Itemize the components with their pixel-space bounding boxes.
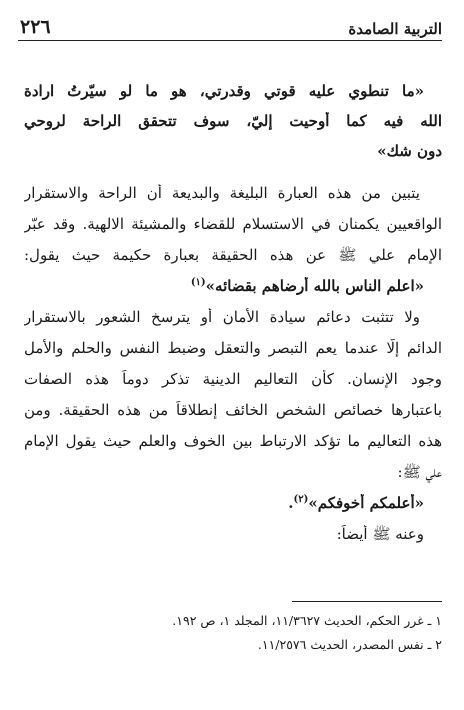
paragraph-line: هذه التعاليم ما تؤكد الارتباط بين الخوف والعلم حيث يقول الإمام [24,432,442,450]
paragraph-line: يتبين من هذه العبارة البليغة والبديعة أن الراحة والاستقرار [24,184,420,202]
quote-line: «ما تنطوي عليه قوتي وقدرتي، هو ما لو سيّرتُ ارادة [24,82,424,100]
page-header [20,12,442,38]
paragraph-line: وجود الإنسان. كأن التعاليم الدينية تذكر دوماً هذه الصفات [24,370,442,388]
hadith-quote-line [24,494,442,525]
body-text [24,82,442,556]
sentence-end: . [288,494,294,512]
paragraph-line: باعتبارها خصائص الشخص الخائف إنطلاقاً من هذه الحقيقة. ومن [24,401,442,419]
quote-line: دون شك» [377,142,442,160]
paragraph-line: علي ﷺ: [397,463,442,481]
paragraph-line: ولا تتثبت دعائم سيادة الأمان أو يترسخ الشعور بالاستقرار [24,308,420,326]
footnote-ref: (٢) [293,494,309,505]
footnotes [22,613,442,661]
footnote: ٢ ـ نفس المصدر، الحديث ١١/٢٥٧٦. [257,637,442,652]
footnote-divider [292,601,442,602]
hadith-quote-text: «أعلمكم أخوفكم» [308,494,424,512]
quote-line: الله فيه كما أوحيت إليّ، سوف تتحقق الراحة لروحي [24,112,442,130]
paragraph-line: وعنه ﷺ أيضاً: [336,525,424,543]
paragraph-line: الإمام علي ﷺ عن هذه الحقيقة بعبارة حكيمة حيث يقول: [24,246,442,264]
hadith-quote-text: «اعلم الناس بالله أرضاهم بقضائه» [205,277,424,295]
page-number: ٢٢٦ [20,16,51,38]
header-divider [18,40,442,41]
paragraph-line: الواقعيين يكمنان في الاستسلام للقضاء والمشيئة الالهية. وقد عبّر [24,215,442,233]
running-title: التربية الصامدة [348,20,442,38]
hadith-quote-line [24,277,442,308]
paragraph-gap [24,172,442,184]
footnote-ref: (١) [190,277,206,288]
footnote: ١ ـ غرر الحكم، الحديث ١١/٣٦٢٧، المجلد ١، ص ١٩٢. [172,613,442,628]
paragraph-line: الدائم إلّا عندما يعم التبصر والتعقل وضبط النفس والحلم والأمل [24,339,442,357]
